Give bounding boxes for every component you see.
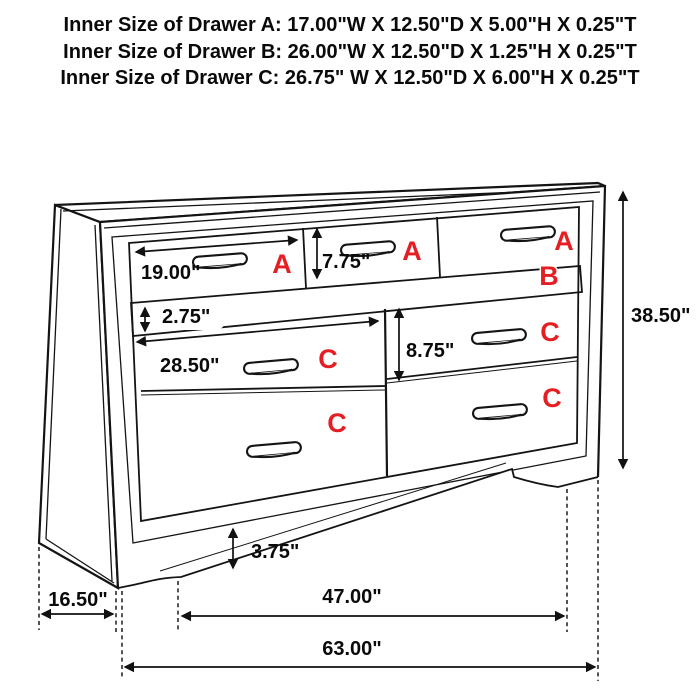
dim-overall-width: 63.00" [322, 638, 382, 660]
dim-drawer-a-width: 19.00" [141, 262, 201, 284]
dim-strip-b-height: 2.75" [162, 306, 211, 328]
drawer-c-left-bottom-label: C [327, 408, 347, 438]
inner-size-drawer-a: Inner Size of Drawer A: 17.00"W X 12.50"D X 5.00"H X 0.25"T [63, 14, 637, 36]
inner-size-drawer-c: Inner Size of Drawer C: 26.75" W X 12.50"D X 6.00"H X 0.25"T [60, 67, 640, 89]
dim-drawer-a-height: 7.75" [322, 251, 371, 273]
dim-inner-feet-span: 47.00" [322, 586, 382, 608]
drawer-a3-label: A [554, 226, 574, 256]
inner-size-drawer-b: Inner Size of Drawer B: 26.00"W X 12.50"D X 1.25"H X 0.25"T [63, 40, 637, 63]
dim-drawer-c-height: 8.75" [406, 340, 455, 362]
dim-side-depth: 16.50" [48, 589, 108, 611]
drawer-c-right-top-label: C [540, 317, 560, 347]
drawer-c-left-top-label: C [318, 344, 338, 374]
drawer-b-label: B [539, 261, 559, 291]
dim-apron-height: 3.75" [251, 541, 300, 563]
drawer-a1-label: A [272, 249, 292, 279]
drawer-c-right-bottom-label: C [542, 383, 562, 413]
dim-overall-height: 38.50" [631, 305, 691, 327]
dim-drawer-c-width: 28.50" [160, 355, 220, 377]
drawer-a2-label: A [402, 236, 422, 266]
